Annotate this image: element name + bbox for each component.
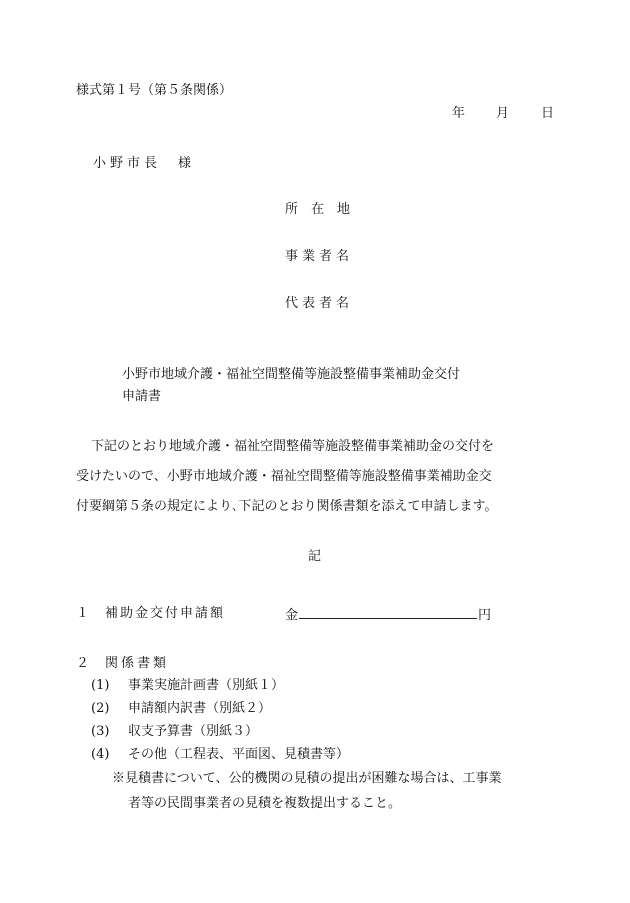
document-title-line2: 申請書: [122, 389, 162, 404]
business-name-label: 事業者名: [285, 249, 354, 264]
body-paragraph-line1: 下記のとおり地域介護・福祉空間整備等施設整備事業補助金の交付を: [91, 439, 495, 454]
body-paragraph-line3: 付要綱第５条の規定により､下記のとおり関係書類を添えて申請します。: [76, 499, 498, 514]
doc-item-number: (4): [91, 747, 110, 762]
body-paragraph-line2: 受けたいので、小野市地域介護・福祉空間整備等施設整備事業補助金交: [76, 469, 492, 484]
form-number: 様式第１号（第５条関係）: [76, 83, 233, 98]
item2-number: ２: [76, 656, 90, 671]
doc-item-text: その他（工程表、平面図、見積書等）: [128, 747, 350, 762]
doc-item-number: (3): [91, 724, 110, 739]
representative-label: 代表者名: [285, 296, 354, 311]
doc-item-text: 申請額内訳書（別紙２）: [128, 701, 272, 716]
addressee: 小野市長 様: [93, 156, 196, 171]
doc-item-number: (1): [91, 678, 110, 693]
item1-number: １: [76, 606, 90, 621]
date-day: 日: [541, 106, 555, 121]
doc-item-text: 事業実施計画書（別紙１）: [128, 678, 285, 693]
date-month: 月: [496, 106, 510, 121]
amount-prefix: 金: [285, 608, 299, 623]
doc-item-number: (2): [91, 701, 110, 716]
amount-blank-line[interactable]: [299, 607, 477, 619]
doc-item-text: 収支予算書（別紙３）: [128, 724, 259, 739]
item2-label: 関係書類: [105, 656, 170, 671]
address-label: 所 在 地: [285, 202, 351, 217]
ki-heading: 記: [308, 549, 322, 564]
note-line2: 者等の民間事業者の見積を複数提出すること。: [128, 796, 402, 811]
item1-label: 補助金交付申請額: [105, 606, 226, 621]
amount-field[interactable]: [285, 607, 491, 622]
note-line1: ※見積書について、公的機関の見積の提出が困難な場合は、工事業: [112, 771, 502, 786]
document-title-line1: 小野市地域介護・福祉空間整備等施設整備事業補助金交付: [122, 367, 461, 382]
date-year: 年: [452, 106, 466, 121]
amount-suffix: 円: [478, 608, 492, 623]
